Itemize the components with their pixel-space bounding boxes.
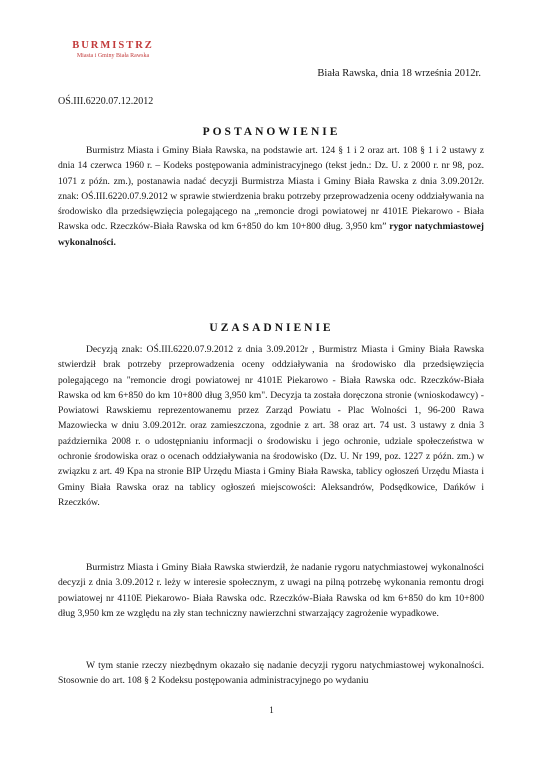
- reference-number: OŚ.III.6220.07.12.2012: [58, 96, 154, 107]
- paragraph-justification-1: [58, 342, 484, 510]
- paragraph-justification-3-text: W tym stanie rzeczy niezbędnym okazało się nadanie decyzji rygoru natychmiastowej wykonalności. Stosownie do art. 108 § 2 Kodeksu postępowania administracyjnego po wydaniu: [58, 660, 484, 687]
- heading-decision: POSTANOWIENIE: [202, 126, 341, 138]
- paragraph-justification-1-text: Decyzją znak: OŚ.III.6220.07.9.2012 z dnia 3.09.2012r , Burmistrz Miasta i Gminy Biała Rawska stwierdził brak potrzeby przeprowadzenia oceny oddziaływania na środowisko dla przedsięwzięcia polegającego na "remoncie drogi powiatowej nr 4101E Piekarowo - Biała Rawska odc. Rzeczków-Biała Rawska od km 6+850 do km 10+800 dług 3,950 km". Decyzja ta została doręczona stronie (wnioskodawcy) - Powiatowi Rawskiemu reprezentowanemu przez Zarząd Powiatu - Plac Wolności 1, 96-200 Rawa Mazowiecka w dniu 3.09.2012r. oraz zamieszczona, zgodnie z art. 38 oraz art. 74 ust. 3 ustawy z dnia 3 października 2008 r. o udostępnianiu informacji o środowisku i jego ochronie, udziale społeczeństwa w ochronie środowiska oraz o ocenach oddziaływania na środowisko (Dz. U. Nr 199, poz. 1227 z późn. zm.) w związku z art. 49 Kpa na stronie BIP Urzędu Miasta i Gminy Biała Rawska, tablicy ogłoszeń Urzędu Miasta i Gminy Biała Rawska oraz na tablicy ogłoszeń miejscowości: Aleksandrów, Podsędkowice, Dańków i Rzeczków.: [58, 344, 484, 508]
- letterhead-subtitle: Miasta i Gminy Biała Rawska: [76, 53, 150, 59]
- paragraph-justification-2-text: Burmistrz Miasta i Gminy Biała Rawska stwierdził, że nadanie rygoru natychmiastowej wykonalności decyzji z dnia 3.09.2012 r. leży w interesie społecznym, z uwagi na pilną potrzebę wykonania remontu drogi powiatowej nr 4110E Piekarowo- Biała Rawska odc. Rzeczków-Biała Rawska od km 6+850 do km 10+800 dług 3,950 km ze względu na zły stan techniczny nawierzchni stwarzający zagrożenie wypadkowe.: [58, 562, 484, 619]
- paragraph-justification-3: [58, 658, 484, 689]
- place-and-date: Biała Rawska, dnia 18 września 2012r.: [317, 68, 481, 79]
- paragraph-justification-2: [58, 560, 484, 621]
- letterhead-title: BURMISTRZ: [72, 40, 154, 51]
- page-number: 1: [269, 705, 274, 715]
- letterhead-stamp: [58, 40, 168, 60]
- paragraph-decision-bold: rygor natychmiastowej wykonalności.: [58, 221, 484, 248]
- heading-justification: UZASADNIENIE: [209, 322, 334, 334]
- paragraph-decision: [58, 143, 484, 250]
- paragraph-decision-text: Burmistrz Miasta i Gminy Biała Rawska, na podstawie art. 124 § 1 i 2 oraz art. 108 § 1 i 2 ustawy z dnia 14 czerwca 1960 r. – Kodeks postępowania administracyjnego (tekst jedn.: Dz. U. z 2000 r. nr 98, poz. 1071 z późn. zm.), postanawia nadać decyzji Burmistrza Miasta i Gminy Biała Rawska z dnia 3.09.2012r. znak: OŚ.III.6220.07.9.2012 w sprawie stwierdzenia braku potrzeby przeprowadzenia oceny oddziaływania na środowisko dla przedsięwzięcia polegającego na „remoncie drogi powiatowej nr 4101E Piekarowo - Biała Rawska odc. Rzeczków-Biała Rawska od km 6+850 do km 10+800 dług. 3,950 km”: [58, 145, 484, 233]
